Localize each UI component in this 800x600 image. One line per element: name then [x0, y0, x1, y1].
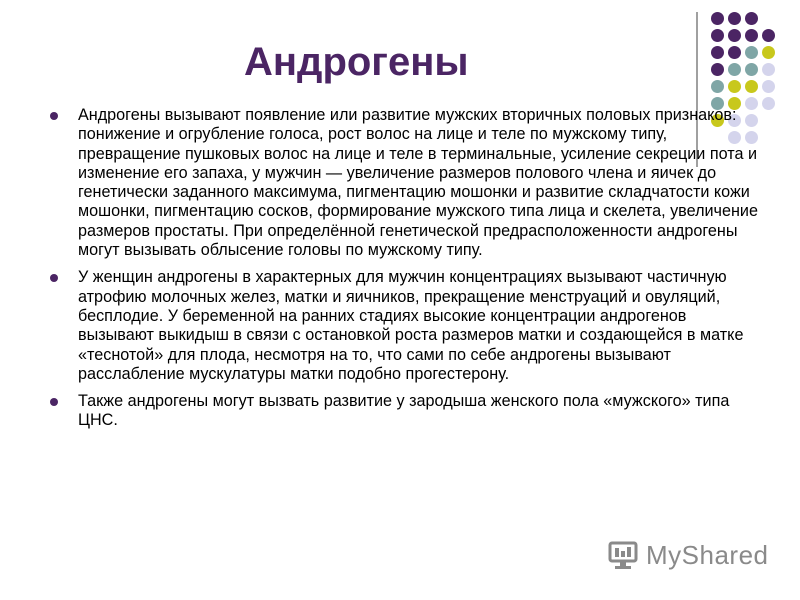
- bullet-text: Андрогены вызывают появление или развитие мужских вторичных половых признаков: понижение и огрубление голоса, рост волос на лице и теле по мужскому типу, превращение пушковых волос на лице и теле в терминальные, усиление секреции пота и изменение его запаха, у мужчин — увеличение размеров полового члена и яичек до генетически заданного максимума, пигментацию мошонки и развитие складчатости кожи мошонки, пигментацию сосков, формирование мужского типа лица и скелета, увеличение размеров простаты. При определённой генетической предрасположенности андрогены могут вызывать облысение головы по мужскому типу.: [78, 106, 758, 260]
- decorative-dot: [711, 63, 724, 76]
- decorative-dot: [728, 63, 741, 76]
- decorative-dot: [745, 29, 758, 42]
- decorative-dot: [745, 46, 758, 59]
- decorative-dot: [762, 63, 775, 76]
- bullet-dot-icon: [50, 398, 58, 406]
- bullet-list: [48, 106, 763, 439]
- decorative-dot: [728, 46, 741, 59]
- bullet-item-1: [48, 106, 763, 260]
- decorative-dot: [762, 46, 775, 59]
- myshared-watermark: [606, 537, 769, 573]
- decorative-dot: [762, 97, 775, 110]
- bullet-text: Также андрогены могут вызвать развитие у зародыша женского пола «мужского» типа ЦНС.: [78, 392, 730, 430]
- decorative-dot: [711, 80, 724, 93]
- decorative-dot: [745, 80, 758, 93]
- watermark-text: MyShared: [646, 539, 769, 570]
- decorative-dot: [745, 12, 758, 25]
- decorative-dot: [745, 63, 758, 76]
- decorative-dot: [711, 12, 724, 25]
- decorative-dot: [762, 29, 775, 42]
- decorative-dot: [711, 29, 724, 42]
- decorative-dot: [762, 80, 775, 93]
- bullet-item-3: [48, 392, 763, 431]
- bullet-dot-icon: [50, 274, 58, 282]
- bullet-item-2: [48, 268, 763, 384]
- bullet-text: У женщин андрогены в характерных для мужчин концентрациях вызывают частичную атрофию молочных желез, матки и яичников, прекращение менструаций и овуляций, бесплодие. У беременной на ранних стадиях высокие концентрации андрогенов вызывают выкидыш в связи с остановкой роста размеров матки и создающейся в матке «теснотой» для плода, несмотря на то, что сами по себе андрогены вызывают расслабление мускулатуры матки подобно прогестерону.: [78, 268, 744, 383]
- slide-title: Андрогены: [244, 40, 469, 84]
- myshared-logo-icon: [606, 537, 642, 573]
- bullet-dot-icon: [50, 112, 58, 120]
- decorative-dot: [728, 80, 741, 93]
- decorative-dot: [711, 46, 724, 59]
- decorative-dot: [728, 29, 741, 42]
- decorative-dot: [728, 12, 741, 25]
